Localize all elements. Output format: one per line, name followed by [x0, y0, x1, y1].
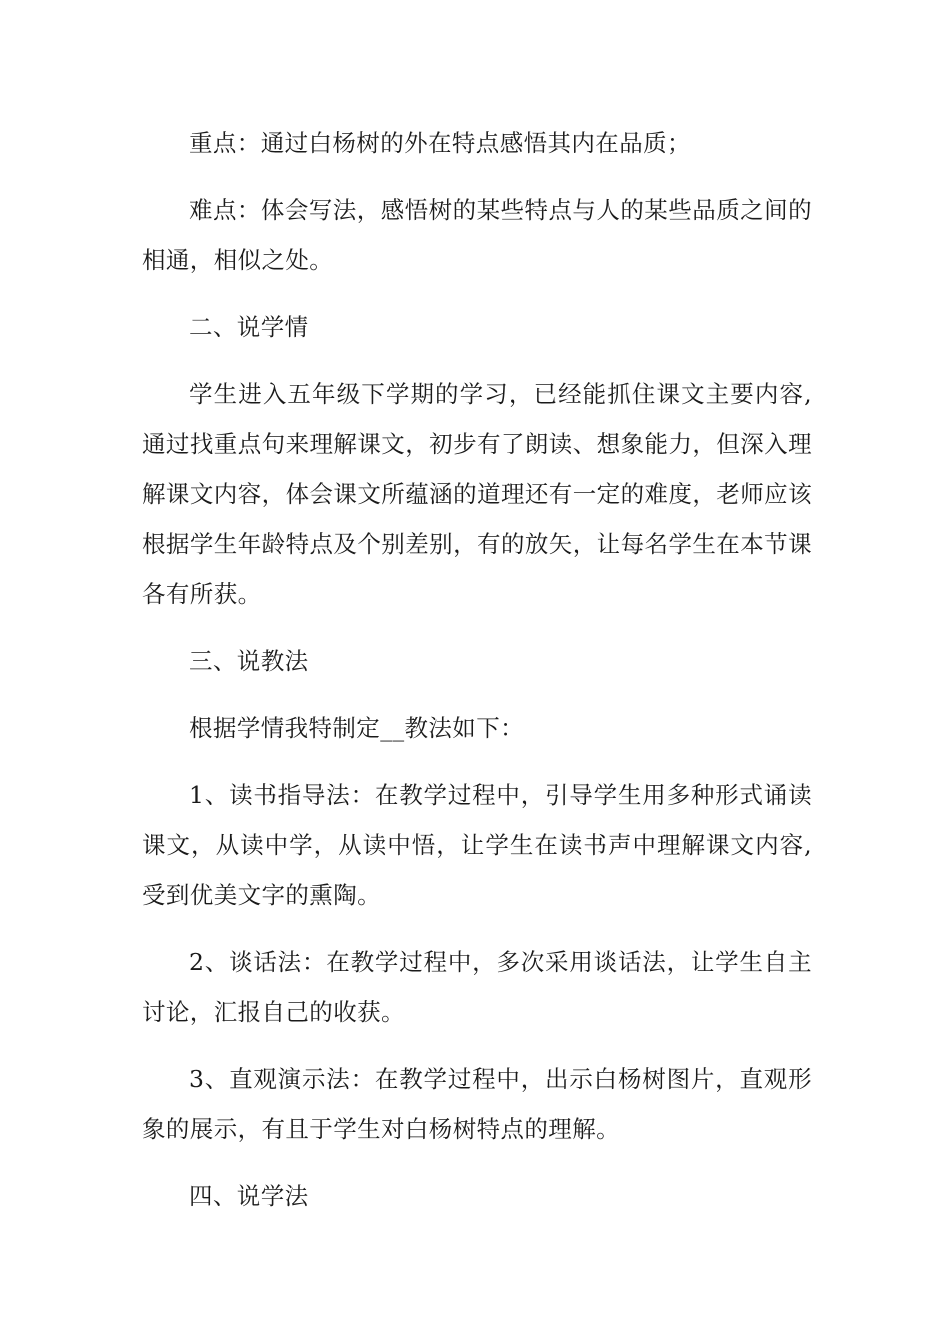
teaching-methods-intro: 根据学情我特制定__教法如下： — [189, 714, 524, 742]
section-heading-learning-methods: 四、说学法 — [189, 1182, 309, 1210]
key-point-paragraph: 重点：通过白杨树的外在特点感悟其内在品质； — [189, 129, 691, 157]
difficulty-paragraph: 难点：体会写法，感悟树的某些特点与人的某些品质之间的相通，相似之处。 — [142, 196, 812, 274]
document-body — [142, 118, 812, 1238]
method-item-reading: 1、读书指导法：在教学过程中，引导学生用多种形式诵读课文，从读中学，从读中悟，让学生在读书声中理解课文内容,受到优美文字的熏陶。 — [142, 781, 812, 909]
method-item-discussion: 2、谈话法：在教学过程中，多次采用谈话法，让学生自主讨论，汇报自己的收获。 — [142, 948, 812, 1026]
section-heading-student-analysis: 二、说学情 — [189, 313, 309, 341]
section-heading-teaching-methods: 三、说教法 — [189, 647, 309, 675]
method-item-demonstration: 3、直观演示法：在教学过程中，出示白杨树图片，直观形象的展示，有且于学生对白杨树特点的理解。 — [142, 1065, 812, 1143]
student-analysis-paragraph: 学生进入五年级下学期的学习，已经能抓住课文主要内容,通过找重点句来理解课文，初步有了朗读、想象能力，但深入理解课文内容，体会课文所蕴涵的道理还有一定的难度，老师应该根据学生年龄特点及个别差别，有的放矢，让每名学生在本节课各有所获。 — [142, 380, 812, 608]
